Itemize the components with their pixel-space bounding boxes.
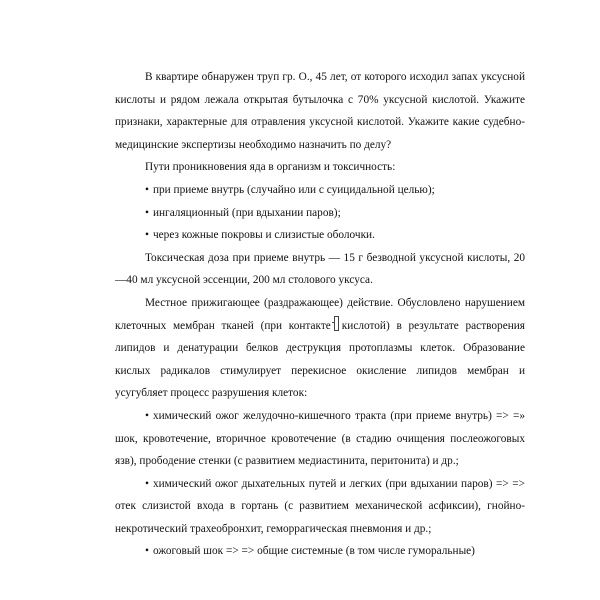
effect-item-text: химический ожог желудочно-кишечного тракта (при приеме внутрь) => =» шок, кровотечение, вторичное кровотечение (в стадию очищения послеожоговых язв), прободение стенки (с развитием медиастинита, перитонита) и др.; (115, 409, 525, 468)
route-item (115, 202, 525, 225)
route-item-text: через кожные покровы и слизистые оболочки. (152, 229, 375, 242)
bullet-icon: • (145, 545, 149, 558)
local-action-text-end: кислотой) в результате растворения липидов и денатурации белков деструкция протоплазмы клеток. Образование кислых радикалов стимулирует перекисное окисление липидов мембран и усугубляет процесс разрушения клеток: (115, 319, 525, 400)
toxic-dose-paragraph: Токсическая доза при приеме внутрь — 15 г безводной уксусной кислоты, 20—40 мл уксусной эссенции, 200 мл столового уксуса. (115, 251, 525, 287)
routes-heading: Пути проникновения яда в организм и токсичность: (145, 161, 396, 174)
case-question-paragraph: В квартире обнаружен труп гр. О., 45 лет, от которого исходил запах уксусной кислоты и рядом лежала открытая бутылочка с 70% уксусной кислотой. Укажите признаки, характерные для отравления уксусной кислотой. Укажите какие судебно-медицинские экспертизы необходимо назначить по делу? (115, 71, 525, 151)
effect-item-text: ожоговый шок => => общие системные (в том числе гуморальные) (152, 545, 475, 558)
bullet-icon: • (145, 229, 149, 242)
effect-item (115, 540, 525, 563)
route-item-text: ингаляционный (при вдыхании паров); (152, 206, 341, 219)
route-item (115, 179, 525, 202)
effect-item (115, 473, 525, 541)
effect-item (115, 405, 525, 473)
bullet-icon: • (145, 183, 149, 196)
bullet-icon: • (145, 477, 149, 490)
bullet-icon: • (145, 206, 149, 219)
local-action-paragraph (115, 292, 525, 405)
route-item (115, 224, 525, 247)
local-action-text-start: Местное прижигающее (раздражающее) действие. Обусловлено нарушением клеточных мембран тканей (при контакте (115, 296, 525, 332)
bullet-icon: • (145, 409, 149, 422)
text-cursor-icon (334, 316, 339, 331)
effect-item-text: химический ожог дыхательных путей и легких (при вдыхании паров) => => отек слизистой входа в гортань (с развитием механической асфиксии), гнойно-некротический трахеобронхит, геморрагическая пневмония и др.; (115, 477, 525, 535)
document-page (115, 66, 525, 563)
route-item-text: при приеме внутрь (случайно или с суицидальной целью); (152, 183, 435, 196)
